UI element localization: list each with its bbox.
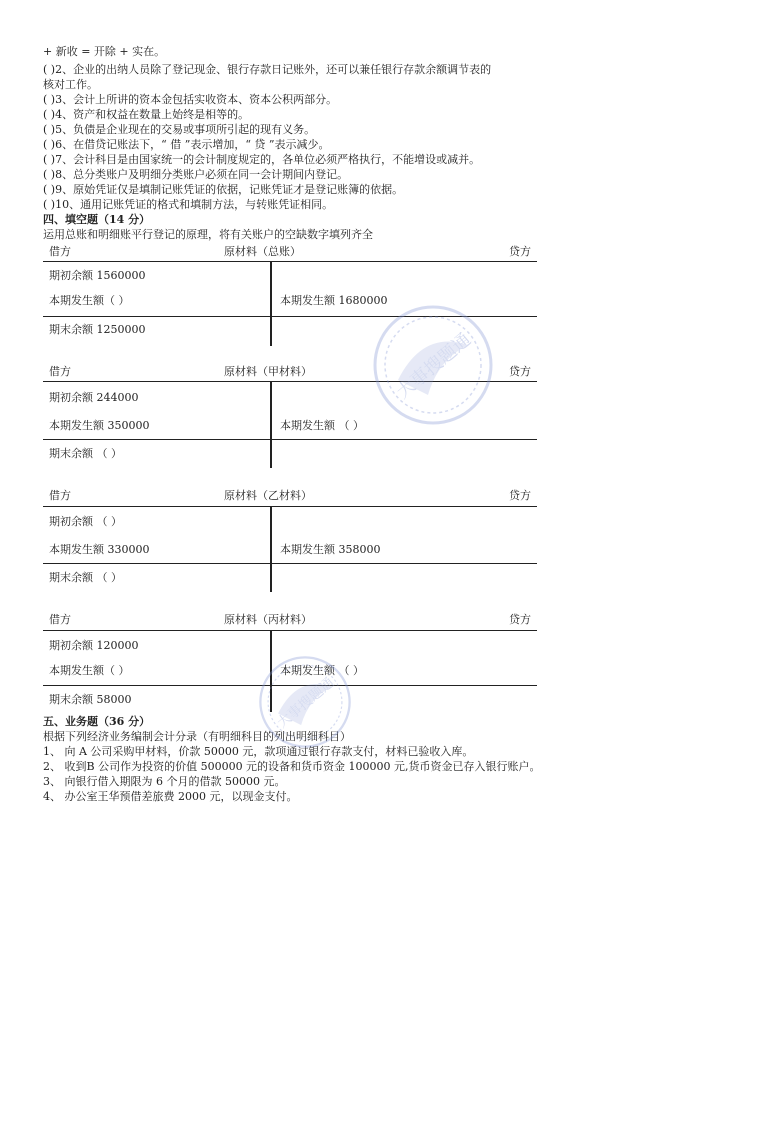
row-period-right: 本期发生额 （ ） [280,419,364,432]
row-period-left: 本期发生额（ ） [49,664,130,677]
row-period-right: 本期发生额 1680000 [280,294,388,307]
judge-item-10: ( )10、通用记账凭证的格式和填制方法，与转账凭证相同。 [43,198,334,211]
account-title: 原材料（甲材料） [224,365,312,378]
row-period-left: 本期发生额（ ） [49,294,130,307]
row-period-left: 本期发生额 330000 [49,543,150,556]
task-item-4: 4、 办公室王华预借差旅费 2000 元，以现金支付。 [43,790,298,803]
watermark-seal [368,300,498,430]
t-account-top-rule [43,506,537,507]
judge-item-3: ( )3、会计上所讲的资本金包括实收资本、资本公积两部分。 [43,93,338,106]
task-item-2: 2、 收到B 公司作为投资的价值 500000 元的设备和货币资金 100000 元,货币资金已存入银行账户。 [43,760,541,773]
row-closing-left: 期末余额 （ ） [49,447,122,460]
t-account-mid-rule [43,439,537,440]
svg-text:大事搜题通: 大事搜题通 [392,329,476,404]
row-opening-left: 期初余额 120000 [49,639,139,652]
t-account-material-b [43,488,537,592]
judge-item-2-cont: 核对工作。 [43,78,98,91]
t-account-divider [270,382,272,468]
debit-label: 借方 [49,245,71,258]
debit-label: 借方 [49,365,71,378]
row-period-right: 本期发生额 （ ） [280,664,364,677]
judge-item-9: ( )9、原始凭证仅是填制记账凭证的依据，记账凭证才是登记账簿的依据。 [43,183,404,196]
row-period-right: 本期发生额 358000 [280,543,381,556]
t-account-divider [270,507,272,592]
t-account-mid-rule [43,563,537,564]
debit-label: 借方 [49,489,71,502]
row-closing-left: 期末余额 58000 [49,693,132,706]
task-item-3: 3、 向银行借入期限为 6 个月的借款 50000 元。 [43,775,286,788]
row-closing-left: 期末余额 （ ） [49,571,122,584]
judge-item-7: ( )7、会计科目是由国家统一的会计制度规定的，各单位必须严格执行，不能增设或减并。 [43,153,481,166]
section4-instruction: 运用总账和明细账平行登记的原理，将有关账户的空缺数字填列齐全 [43,228,373,241]
svg-text:大事搜题通: 大事搜题通 [274,674,338,732]
row-period-left: 本期发生额 350000 [49,419,150,432]
debit-label: 借方 [49,613,71,626]
credit-label: 贷方 [509,365,531,378]
t-account-divider [270,262,272,346]
t-account-header [43,244,537,262]
row-opening-left: 期初余额 244000 [49,391,139,404]
account-title: 原材料（丙材料） [224,613,312,626]
judge-item-2: ( )2、企业的出纳人员除了登记现金、银行存款日记账外，还可以兼任银行存款余额调节表的 [43,63,492,76]
judge-item-4: ( )4、资产和权益在数量上始终是相等的。 [43,108,250,121]
t-account-top-rule [43,261,537,262]
task-item-1: 1、 向 A 公司采购甲材料，价款 50000 元，款项通过银行存款支付，材料已验收入库。 [43,745,474,758]
judge-item-8: ( )8、总分类账户及明细分类账户必须在同一会计期间内登记。 [43,168,349,181]
section4-title: 四、填空题（14 分） [43,213,151,226]
judge-item-6: ( )6、在借贷记账法下，“ 借 ”表示增加，“ 贷 ”表示减少。 [43,138,330,151]
watermark-seal-lower [255,652,355,752]
account-title: 原材料（总账） [224,245,301,258]
t-account-header [43,612,537,630]
judge-item-5: ( )5、负债是企业现在的交易或事项所引起的现有义务。 [43,123,316,136]
section5-instruction: 根据下列经济业务编制会计分录（有明细科目的列出明细科目） [43,730,351,743]
row-closing-left: 期末余额 1250000 [49,323,146,336]
section5-title: 五、业务题（36 分） [43,715,151,728]
row-opening-left: 期初余额 （ ） [49,515,122,528]
intro-line: + 新收 = 开除 + 实在。 [43,45,166,58]
t-account-top-rule [43,630,537,631]
credit-label: 贷方 [509,245,531,258]
credit-label: 贷方 [509,489,531,502]
credit-label: 贷方 [509,613,531,626]
t-account-header [43,488,537,506]
row-opening-left: 期初余额 1560000 [49,269,146,282]
account-title: 原材料（乙材料） [224,489,312,502]
